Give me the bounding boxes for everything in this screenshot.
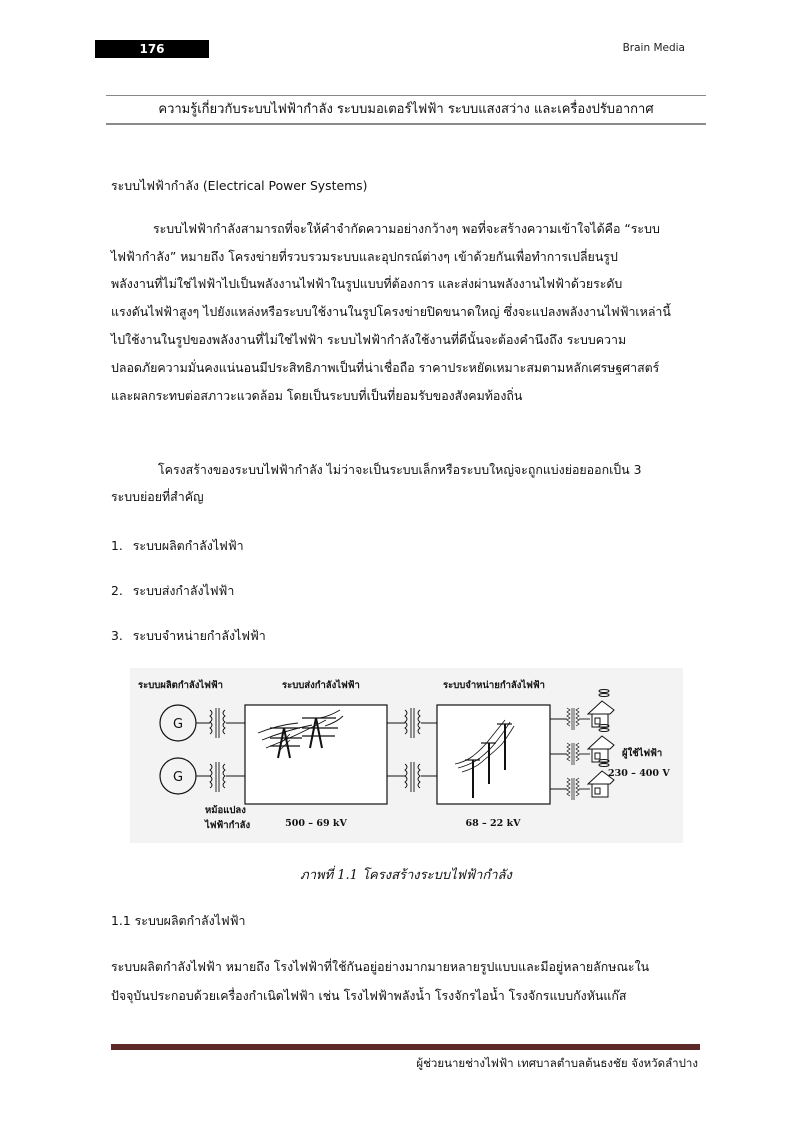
transformer-icon — [567, 743, 579, 765]
transformer-icon — [210, 708, 225, 738]
section-heading: ระบบไฟฟ้ากำลัง (Electrical Power Systems) — [111, 178, 368, 193]
paragraph-line: แรงดันไฟฟ้าสูงๆ ไปยังแหล่งหรือระบบใช้งานในรูปโครงข่ายปิดขนาดใหญ่ ซึ่งจะแปลงพลังงานไฟฟ้าเหล่านี้ — [111, 304, 671, 319]
generator-1 — [160, 705, 196, 741]
paragraph-line: ไปใช้งานในรูปของพลังงานที่ไม่ใช่ไฟฟ้า ระบบไฟฟ้ากำลังใช้งานที่ดีนั้นจะต้องคำนึงถึง ระบบความ — [111, 332, 627, 347]
transmission-label: ระบบส่งกำลังไฟฟ้า — [282, 680, 360, 691]
distribution-box — [437, 705, 550, 804]
paragraph-line: ระบบย่อยที่สำคัญ — [111, 489, 204, 504]
paragraph-line: ปลอดภัยความมั่นคงแน่นอนมีประสิทธิภาพเป็นที่น่าเชื่อถือ ราคาประหยัดเหมาะสมตามหลักเศรษฐศาสตร์ — [111, 360, 660, 375]
consumer-label: ผู้ใช้ไฟฟ้า — [622, 748, 663, 759]
list-item — [111, 581, 701, 601]
footer-bar — [111, 1044, 700, 1050]
distribution-voltage: 68 – 22 kV — [465, 818, 521, 829]
paragraph-line: โครงสร้างของระบบไฟฟ้ากำลัง ไม่ว่าจะเป็นระบบเล็กหรือระบบใหญ่จะถูกแบ่งย่อยออกเป็น 3 — [158, 462, 642, 477]
transmission-voltage: 500 – 69 kV — [285, 818, 347, 829]
transformer-icon — [210, 762, 225, 792]
list-item — [111, 536, 701, 556]
transformer-label: ไฟฟ้ากำลัง — [205, 820, 251, 831]
list-text: ระบบส่งกำลังไฟฟ้า — [132, 583, 235, 598]
chapter-title: ความรู้เกี่ยวกับระบบไฟฟ้ากำลัง ระบบมอเตอร์ไฟฟ้า ระบบแสงสว่าง และเครื่องปรับอากาศ — [158, 102, 654, 117]
paragraph-line: ระบบผลิตกำลังไฟฟ้า หมายถึง โรงไฟฟ้าที่ใช้กันอยู่อย่างมากมายหลายรูปแบบและมีอยู่หลายลักษณะใน — [111, 959, 650, 974]
list-text: ระบบจำหน่ายกำลังไฟฟ้า — [132, 628, 266, 643]
transformer-icon — [567, 778, 579, 800]
footer-text: ผู้ช่วยนายช่างไฟฟ้า เทศบาลตำบลต้นธงชัย จังหวัดลำปาง — [416, 1056, 698, 1070]
transformer-label: หม้อแปลง — [205, 805, 246, 816]
paragraph-line: และผลกระทบต่อสภาวะแวดล้อม โดยเป็นระบบที่เป็นที่ยอมรับของสังคมท้องถิ่น — [111, 388, 523, 403]
publisher-name: Brain Media — [622, 42, 685, 54]
consumer-voltage: 230 – 400 V — [608, 768, 670, 779]
transformer-icon — [405, 762, 420, 792]
transformer-icon — [405, 708, 420, 738]
list-number: 3. — [111, 628, 123, 643]
house-icon — [588, 690, 614, 728]
paragraph-line: พลังงานที่ไม่ใช่ไฟฟ้าไปเป็นพลังงานไฟฟ้าในรูปแบบที่ต้องการ และส่งผ่านพลังงานไฟฟ้าด้วยระดับ — [111, 276, 623, 291]
generation-label: ระบบผลิตกำลังไฟฟ้า — [138, 680, 223, 691]
title-rule-bottom — [106, 123, 706, 125]
list-item — [111, 626, 701, 646]
generator-2 — [160, 758, 196, 794]
transformer-icon — [567, 708, 579, 730]
power-system-diagram — [130, 668, 683, 843]
list-number: 1. — [111, 538, 123, 553]
generator-symbol: G — [172, 717, 184, 732]
generator-symbol: G — [172, 770, 184, 785]
title-rule-top — [106, 95, 706, 96]
house-icon — [588, 725, 614, 763]
page-number: 176 — [95, 40, 209, 58]
list-text: ระบบผลิตกำลังไฟฟ้า — [132, 538, 244, 553]
subsection-heading: 1.1 ระบบผลิตกำลังไฟฟ้า — [111, 913, 246, 928]
distribution-label: ระบบจำหน่ายกำลังไฟฟ้า — [443, 680, 545, 691]
paragraph-line: ปัจจุบันประกอบด้วยเครื่องกำเนิดไฟฟ้า เช่น โรงไฟฟ้าพลังน้ำ โรงจักรไอน้ำ โรงจักรแบบกังหันแก๊ส — [111, 988, 627, 1003]
list-number: 2. — [111, 583, 123, 598]
paragraph-line: ไฟฟ้ากำลัง” หมายถึง โครงข่ายที่รวบรวมระบบและอุปกรณ์ต่างๆ เข้าด้วยกันเพื่อทำการเปลี่ยนรูป — [111, 249, 618, 264]
figure-caption: ภาพที่ 1.1 โครงสร้างระบบไฟฟ้ากำลัง — [300, 868, 512, 883]
paragraph-line: ระบบไฟฟ้ากำลังสามารถที่จะให้คำจำกัดความอย่างกว้างๆ พอที่จะสร้างความเข้าใจได้คือ “ระบบ — [153, 221, 660, 236]
